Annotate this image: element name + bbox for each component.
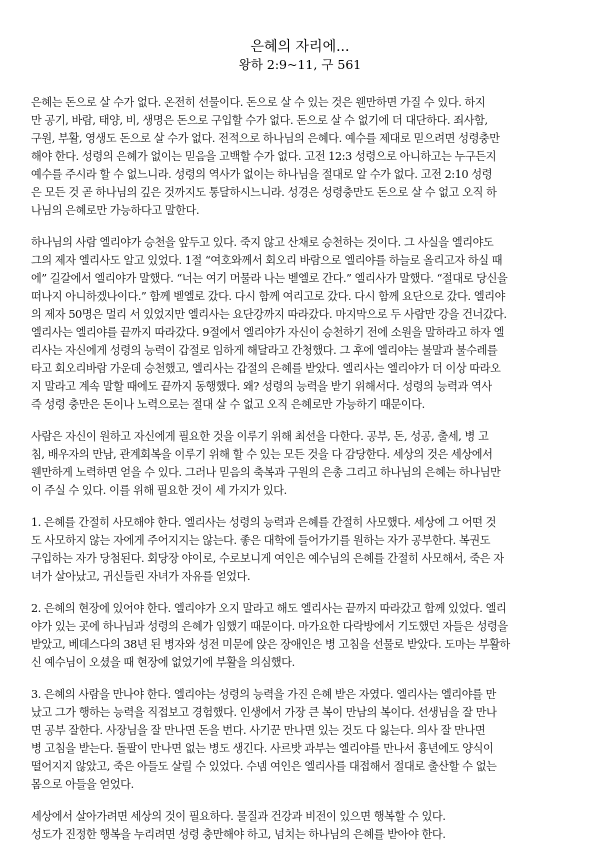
text-line: 몸으로 아들을 얻었다. xyxy=(31,778,134,791)
text-line: 구원, 부활, 영생도 돈으로 살 수가 없다. 전적으로 하나님의 은혜다. 예수를 제대로 믿으려면 성령충만 xyxy=(31,132,500,145)
text-line: 구입하는 자가 당첨된다. 회당장 야이로, 수로보니게 여인은 예수님의 은혜를 간절히 사모해서, 죽은 자 xyxy=(31,552,504,565)
text-line: 도 사모하지 않는 자에게 주어지지는 않는다. 좋은 대학에 들어가기를 원하는 자가 공부한다. 복권도 xyxy=(31,534,491,547)
text-line: 면 공부 잘한다. 사장님을 잘 만나면 돈을 번다. 사기꾼 만나면 있는 것도 다 잃는다. 의사 잘 만나면 xyxy=(31,724,486,737)
text-line: 해야 한다. 성령의 은혜가 없이는 믿음을 고백할 수가 없다. 고전 12:3 성령으로 아니하고는 누구든지 xyxy=(31,150,497,163)
text-line: 지 말라고 계속 말할 때에도 끝까지 동행했다. 왜? 성령의 능력을 받기 위해서다. 성령의 능력과 역사 xyxy=(31,380,492,393)
text-line: 성도가 진정한 행복을 누리려면 성령 충만해야 하고, 넘치는 하나님의 은혜를 받아야 한다. xyxy=(31,828,446,841)
text-line: 떨어지지 않았고, 죽은 아들도 살릴 수 있었다. 수넴 여인은 엘리사를 대접해서 절대로 출산할 수 없는 xyxy=(31,760,497,773)
text-line: 은혜는 돈으로 살 수가 없다. 온전히 선물이다. 돈으로 살 수 있는 것은 웬만하면 가질 수 있다. 하지 xyxy=(31,96,486,109)
text-line: 녀가 살아났고, 귀신들린 자녀가 자유를 얻었다. xyxy=(31,570,251,583)
text-line: 나님의 은혜로만 가능하다고 말한다. xyxy=(31,204,200,217)
text-line: 받았고, 베데스다의 38년 된 병자와 성전 미문에 앉은 장애인은 병 고침을 선물로 받았다. 도마는 부활하 xyxy=(31,638,510,651)
text-line: 났고 그가 행하는 능력을 직접보고 경험했다. 인생에서 가장 큰 복이 만남의 복이다. 선생님을 잘 만나 xyxy=(31,706,497,719)
text-line: 에” 길갈에서 엘리야가 말했다. “너는 여기 머물라 나는 벧엘로 간다.” 엘리사가 말했다. “절대로 당신을 xyxy=(31,272,508,285)
scripture-reference: 왕하 2:9~11, 구 561 xyxy=(238,57,362,72)
text-line: 리사는 자신에게 성령의 능력이 갑절로 임하게 해달라고 간청했다. 그 후에 엘리야는 불말과 불수레를 xyxy=(31,344,498,357)
text-line: 은 모든 것 곧 하나님의 깊은 것까지도 통달하시느니라. 성경은 성령충만도 돈으로 살 수 없고 오직 하 xyxy=(31,186,497,199)
text-line: 신 예수님이 오셨을 때 현장에 없었기에 부활을 의심했다. xyxy=(31,656,295,669)
text-line: 이 주실 수 있다. 이를 위해 필요한 것이 세 가지가 있다. xyxy=(31,484,287,497)
text-line: 세상에서 살아가려면 세상의 것이 필요하다. 물질과 건강과 비전이 있으면 행복할 수 있다. xyxy=(31,810,446,823)
sermon-body xyxy=(31,94,577,858)
text-line: 웬만하게 노력하면 얻을 수 있다. 그러나 믿음의 축복과 구원의 은총 그리고 하나님의 은혜는 하나님만 xyxy=(31,466,501,479)
paragraph xyxy=(31,234,577,414)
text-line: 병 고침을 받는다. 돌팔이 만나면 없는 병도 생긴다. 사르밧 과부는 엘리야를 만나서 흉년에도 양식이 xyxy=(31,742,494,755)
text-line: 3. 은혜의 사람을 만나야 한다. 엘리야는 성령의 능력을 가진 은혜 받은 자였다. 엘리사는 엘리야를 만 xyxy=(31,688,497,701)
text-line: 야가 있는 곳에 하나님과 성령의 은혜가 임했기 때문이다. 마가요한 다락방에서 기도했던 자들은 성령을 xyxy=(31,620,508,633)
text-line: 1. 은혜를 간절히 사모해야 한다. 엘리사는 성령의 능력과 은혜를 간절히 사모했다. 세상에 그 어떤 것 xyxy=(31,516,497,529)
text-line: 즉 성령 충만은 돈이나 노력으로는 절대 살 수 없고 오직 은혜로만 가능하기 때문이다. xyxy=(31,398,425,411)
text-line: 의 제자 50명은 멀리 서 있었지만 엘리사는 요단강까지 따라갔다. 마지막으로 두 사람만 강을 건너갔다. xyxy=(31,308,507,321)
paragraph xyxy=(31,600,577,672)
paragraph xyxy=(31,514,577,586)
text-line: 침, 배우자의 만남, 관계회복을 이루기 위해 할 수 있는 모든 것을 다 감당한다. 세상의 것은 세상에서 xyxy=(31,448,493,461)
page-title: 은혜의 자리에... xyxy=(250,39,350,55)
text-line: 그의 제자 엘리사도 알고 있었다. 1절 “여호와께서 회오리 바람으로 엘리야를 하늘로 올리고자 하실 때 xyxy=(31,254,503,267)
text-line: 예수를 주시라 할 수 없느니라. 성령의 역사가 없이는 하나님을 절대로 알 수가 없다. 고전 2:10 성령 xyxy=(31,168,493,181)
text-line: 타고 회오리바람 가운데 승천했고, 엘리사는 갑절의 은혜를 받았다. 엘리사는 엘리야가 더 이상 따라오 xyxy=(31,362,501,375)
text-line: 엘리사는 엘리야를 끝까지 따라갔다. 9절에서 엘리야가 자신이 승천하기 전에 소원을 말하라고 하자 엘 xyxy=(31,326,505,339)
text-line: 만 공기, 바람, 태양, 비, 생명은 돈으로 구입할 수가 없다. 돈으로 살 수 없기에 더 대단하다. 죄사함, xyxy=(31,114,488,127)
paragraph xyxy=(31,686,577,794)
text-line: 하나님의 사람 엘리야가 승천을 앞두고 있다. 죽지 않고 산채로 승천하는 것이다. 그 사실을 엘리야도 xyxy=(31,236,494,249)
text-line: 2. 은혜의 현장에 있어야 한다. 엘리야가 오지 말라고 해도 엘리사는 끝까지 따라갔고 함께 있었다. 엘리 xyxy=(31,602,507,615)
paragraph xyxy=(31,94,577,220)
paragraph xyxy=(31,808,577,844)
paragraph xyxy=(31,428,577,500)
text-line: 사람은 자신이 원하고 자신에게 필요한 것을 이루기 위해 최선을 다한다. 공부, 돈, 성공, 출세, 병 고 xyxy=(31,430,489,443)
text-line: 떠나지 아니하겠나이다.” 함께 벧엘로 갔다. 다시 함께 여리고로 갔다. 다시 함께 요단으로 갔다. 엘리야 xyxy=(31,290,505,303)
